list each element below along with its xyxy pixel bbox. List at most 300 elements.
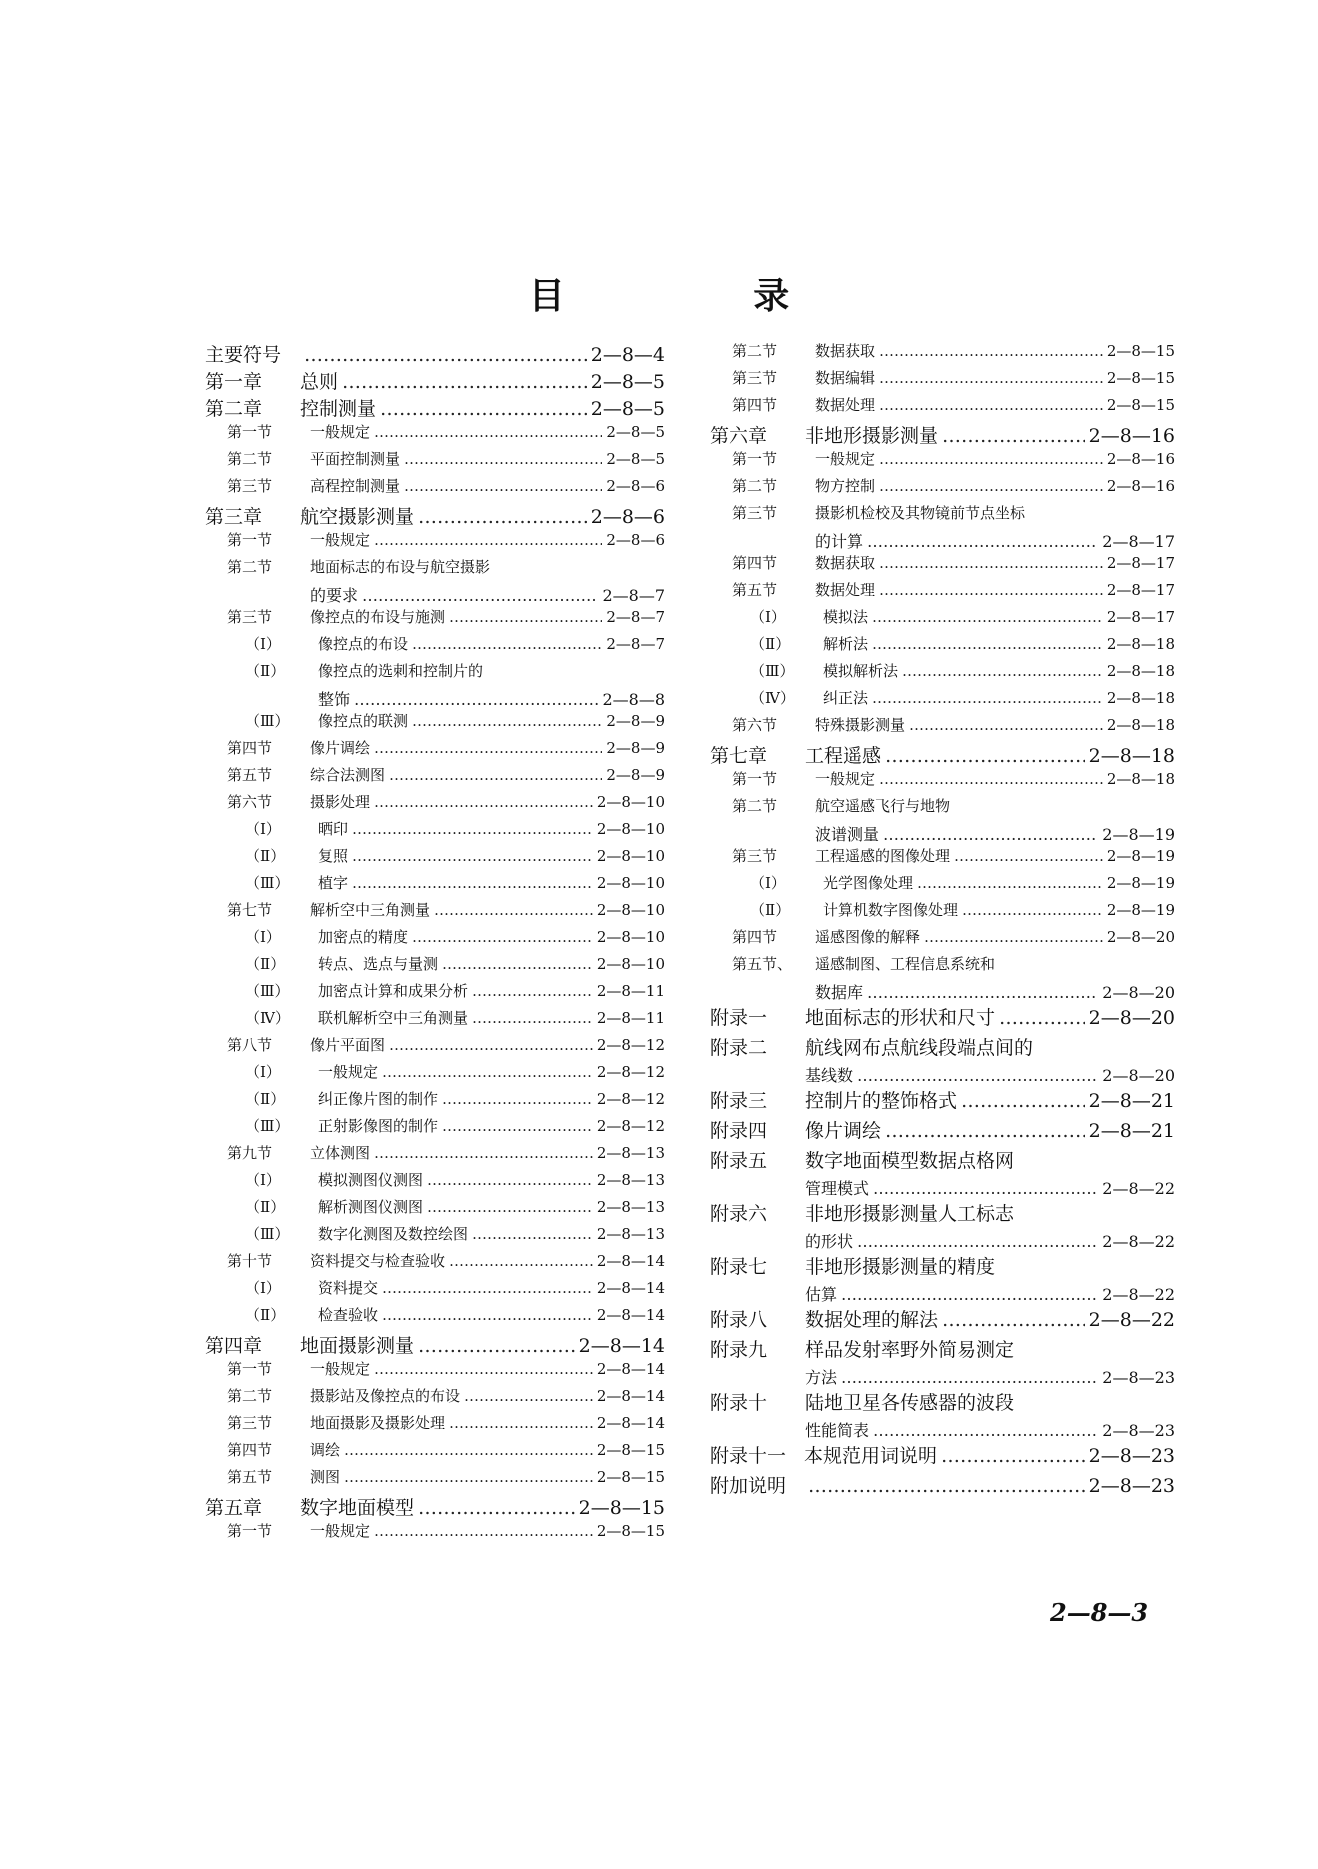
entry-label: 第十节 bbox=[227, 1252, 273, 1270]
entry-title: 航空遥感飞行与地物 bbox=[815, 797, 951, 815]
toc-entry bbox=[205, 1493, 665, 1520]
entry-label: 第六节 bbox=[732, 716, 778, 734]
entry-page: 2—8—18 bbox=[1088, 745, 1175, 767]
entry-label: 第六章 bbox=[710, 425, 768, 447]
dot-leader bbox=[942, 425, 1085, 447]
entry-title: 遥感制图、工程信息系统和 bbox=[815, 955, 996, 973]
entry-page: 2—8—15 bbox=[1106, 369, 1175, 387]
toc-entry bbox=[710, 475, 1175, 502]
toc-entry bbox=[710, 1176, 1175, 1199]
toc-entry bbox=[205, 1115, 665, 1142]
toc-entry bbox=[710, 340, 1175, 367]
entry-page: 2—8—18 bbox=[1106, 770, 1175, 788]
dot-leader bbox=[352, 820, 593, 838]
dot-leader bbox=[354, 690, 598, 709]
entry-page: 2—8—14 bbox=[596, 1414, 665, 1432]
entry-label: 第七节 bbox=[227, 901, 273, 919]
entry-label: 第二节 bbox=[732, 797, 778, 815]
entry-page: 2—8—10 bbox=[596, 928, 665, 946]
dot-leader bbox=[841, 1285, 1098, 1304]
entry-label: （Ⅱ） bbox=[245, 847, 286, 865]
dot-leader bbox=[879, 477, 1103, 495]
entry-label: 附录九 bbox=[710, 1339, 768, 1361]
dot-leader bbox=[941, 1445, 1085, 1467]
dot-leader bbox=[872, 635, 1103, 653]
entry-label: 第二节 bbox=[732, 342, 778, 360]
entry-page: 2—8—21 bbox=[1088, 1120, 1175, 1142]
toc-entry bbox=[205, 633, 665, 660]
toc-entry bbox=[205, 660, 665, 687]
entry-label: （Ⅲ） bbox=[245, 712, 290, 730]
entry-title: 平面控制测量 bbox=[310, 450, 401, 468]
dot-leader bbox=[342, 371, 587, 393]
entry-title: 加密点计算和成果分析 bbox=[318, 982, 469, 1000]
toc-right-column bbox=[710, 340, 1175, 1501]
toc-entry bbox=[710, 1199, 1175, 1229]
toc-entry bbox=[710, 1252, 1175, 1282]
entry-page: 2—8—14 bbox=[596, 1360, 665, 1378]
entry-title: 本规范用词说明 bbox=[804, 1445, 938, 1467]
toc-entry bbox=[205, 1196, 665, 1223]
entry-label: 附加说明 bbox=[710, 1475, 787, 1497]
entry-title: 波谱测量 bbox=[815, 825, 880, 844]
entry-page: 2—8—10 bbox=[596, 874, 665, 892]
entry-page: 2—8—20 bbox=[1102, 1066, 1175, 1085]
toc-entry bbox=[205, 1061, 665, 1088]
toc-entry bbox=[205, 872, 665, 899]
entry-title: 摄影站及像控点的布设 bbox=[310, 1387, 461, 1405]
entry-label: 附录五 bbox=[710, 1150, 768, 1172]
dot-leader bbox=[962, 901, 1103, 919]
entry-label: 第二节 bbox=[227, 558, 273, 576]
entry-label: 附录十 bbox=[710, 1392, 768, 1414]
dot-leader bbox=[412, 635, 602, 653]
entry-page: 2—8—14 bbox=[596, 1387, 665, 1405]
toc-entry bbox=[710, 1282, 1175, 1305]
entry-label: 主要符号 bbox=[205, 344, 282, 366]
entry-title: 工程遥感 bbox=[805, 745, 882, 767]
dot-leader bbox=[418, 506, 587, 528]
entry-page: 2—8—17 bbox=[1102, 532, 1175, 551]
toc-entry bbox=[205, 556, 665, 583]
entry-label: （Ⅳ） bbox=[245, 1009, 290, 1027]
entry-page: 2—8—15 bbox=[596, 1468, 665, 1486]
entry-title: 总则 bbox=[300, 371, 339, 393]
entry-title: 数字地面模型数据点格网 bbox=[805, 1150, 1015, 1172]
dot-leader bbox=[404, 477, 602, 495]
entry-title: 工程遥感的图像处理 bbox=[815, 847, 951, 865]
toc-entry bbox=[205, 1034, 665, 1061]
dot-leader bbox=[382, 1306, 593, 1324]
dot-leader bbox=[902, 662, 1103, 680]
toc-entry bbox=[710, 529, 1175, 552]
entry-title: 一般规定 bbox=[310, 423, 371, 441]
dot-leader bbox=[954, 847, 1103, 865]
toc-entry bbox=[205, 529, 665, 556]
entry-title: 一般规定 bbox=[310, 1522, 371, 1540]
entry-label: 第一节 bbox=[227, 531, 273, 549]
entry-title: 的形状 bbox=[805, 1232, 854, 1251]
entry-title: 性能简表 bbox=[805, 1421, 870, 1440]
entry-title: 地面摄影测量 bbox=[300, 1335, 415, 1357]
entry-page: 2—8—22 bbox=[1102, 1179, 1175, 1198]
dot-leader bbox=[857, 1232, 1098, 1251]
entry-page: 2—8—7 bbox=[606, 635, 665, 653]
dot-leader bbox=[449, 1252, 593, 1270]
entry-title: 数据获取 bbox=[815, 342, 876, 360]
entry-title: 加密点的精度 bbox=[318, 928, 409, 946]
entry-label: （Ⅰ） bbox=[245, 1171, 281, 1189]
entry-label: （Ⅱ） bbox=[245, 955, 286, 973]
dot-leader bbox=[879, 342, 1103, 360]
entry-label: 第三节 bbox=[227, 477, 273, 495]
entry-page: 2—8—16 bbox=[1106, 477, 1175, 495]
entry-title: 非地形摄影测量人工标志 bbox=[805, 1203, 1015, 1225]
entry-page: 2—8—19 bbox=[1106, 874, 1175, 892]
entry-title: 纠正法 bbox=[823, 689, 869, 707]
dot-leader bbox=[879, 581, 1103, 599]
dot-leader bbox=[885, 1120, 1085, 1142]
entry-title: 纠正像片图的制作 bbox=[318, 1090, 439, 1108]
dot-leader bbox=[304, 344, 587, 366]
entry-label: （Ⅰ） bbox=[750, 874, 786, 892]
toc-entry bbox=[710, 768, 1175, 795]
entry-page: 2—8—12 bbox=[596, 1090, 665, 1108]
entry-page: 2—8—22 bbox=[1102, 1232, 1175, 1251]
entry-title: 解析空中三角测量 bbox=[310, 901, 431, 919]
dot-leader bbox=[917, 874, 1103, 892]
toc-entry bbox=[710, 421, 1175, 448]
toc-entry bbox=[710, 1033, 1175, 1063]
entry-title: 晒印 bbox=[318, 820, 349, 838]
dot-leader bbox=[382, 1279, 593, 1297]
toc-entry bbox=[710, 1116, 1175, 1146]
dot-leader bbox=[872, 689, 1103, 707]
dot-leader bbox=[412, 712, 602, 730]
entry-page: 2—8—9 bbox=[606, 739, 665, 757]
entry-label: 第二节 bbox=[227, 1387, 273, 1405]
toc-entry bbox=[710, 1365, 1175, 1388]
toc-entry bbox=[710, 953, 1175, 980]
entry-title: 光学图像处理 bbox=[823, 874, 914, 892]
entry-page: 2—8—7 bbox=[602, 586, 665, 605]
dot-leader bbox=[427, 1171, 593, 1189]
entry-title: 整饰 bbox=[318, 690, 351, 709]
toc-entry bbox=[710, 502, 1175, 529]
toc-entry bbox=[205, 1007, 665, 1034]
entry-page: 2—8—19 bbox=[1102, 825, 1175, 844]
entry-title: 样品发射率野外简易测定 bbox=[805, 1339, 1015, 1361]
entry-label: （Ⅲ） bbox=[245, 1117, 290, 1135]
toc-entry bbox=[205, 367, 665, 394]
dot-leader bbox=[879, 554, 1103, 572]
toc-entry bbox=[710, 872, 1175, 899]
dot-leader bbox=[808, 1475, 1085, 1497]
entry-label: （Ⅰ） bbox=[245, 820, 281, 838]
entry-page: 2—8—15 bbox=[1106, 342, 1175, 360]
entry-title: 航线网布点航线段端点间的 bbox=[805, 1037, 1034, 1059]
entry-label: 第五节 bbox=[227, 766, 273, 784]
entry-title: 模拟法 bbox=[823, 608, 869, 626]
entry-label: 第三节 bbox=[732, 504, 778, 522]
entry-label: 第六节 bbox=[227, 793, 273, 811]
dot-leader bbox=[879, 770, 1103, 788]
page-number: 2—8—3 bbox=[1050, 1598, 1149, 1627]
entry-title: 模拟解析法 bbox=[823, 662, 899, 680]
entry-page: 2—8—11 bbox=[596, 982, 665, 1000]
toc-entry bbox=[710, 1305, 1175, 1335]
toc-entry bbox=[205, 1088, 665, 1115]
entry-title: 像控点的选刺和控制片的 bbox=[318, 662, 484, 680]
dot-leader bbox=[374, 739, 602, 757]
entry-page: 2—8—15 bbox=[596, 1522, 665, 1540]
dot-leader bbox=[380, 398, 587, 420]
entry-page: 2—8—15 bbox=[596, 1441, 665, 1459]
toc-entry bbox=[205, 737, 665, 764]
entry-label: 第三节 bbox=[732, 847, 778, 865]
entry-label: 第五节、 bbox=[732, 955, 793, 973]
entry-title: 控制测量 bbox=[300, 398, 377, 420]
entry-title: 像控点的联测 bbox=[318, 712, 409, 730]
entry-page: 2—8—18 bbox=[1106, 689, 1175, 707]
entry-page: 2—8—6 bbox=[606, 477, 665, 495]
entry-label: （Ⅲ） bbox=[245, 982, 290, 1000]
entry-title: 资料提交 bbox=[318, 1279, 379, 1297]
dot-leader bbox=[374, 793, 593, 811]
entry-label: （Ⅱ） bbox=[245, 1090, 286, 1108]
toc-entry bbox=[205, 764, 665, 791]
dot-leader bbox=[449, 1414, 593, 1432]
entry-page: 2—8—6 bbox=[590, 506, 665, 528]
dot-leader bbox=[442, 955, 593, 973]
toc-entry bbox=[205, 710, 665, 737]
toc-entry bbox=[205, 687, 665, 710]
entry-page: 2—8—23 bbox=[1102, 1368, 1175, 1387]
toc-entry bbox=[205, 394, 665, 421]
toc-entry bbox=[205, 340, 665, 367]
dot-leader bbox=[464, 1387, 593, 1405]
entry-title: 数据处理的解法 bbox=[805, 1309, 939, 1331]
toc-entry bbox=[205, 1304, 665, 1331]
dot-leader bbox=[961, 1090, 1085, 1112]
toc-left-column bbox=[205, 340, 665, 1547]
entry-page: 2—8—14 bbox=[596, 1279, 665, 1297]
entry-label: （Ⅰ） bbox=[245, 928, 281, 946]
dot-leader bbox=[404, 450, 602, 468]
dot-leader bbox=[418, 1497, 575, 1519]
toc-entry bbox=[205, 845, 665, 872]
entry-page: 2—8—5 bbox=[590, 371, 665, 393]
entry-page: 2—8—12 bbox=[596, 1063, 665, 1081]
toc-entry bbox=[710, 1388, 1175, 1418]
entry-title: 解析测图仪测图 bbox=[318, 1198, 424, 1216]
toc-entry bbox=[205, 1142, 665, 1169]
entry-title: 数字化测图及数控绘图 bbox=[318, 1225, 469, 1243]
toc-entry bbox=[710, 1441, 1175, 1471]
toc-entry bbox=[205, 583, 665, 606]
toc-entry bbox=[710, 552, 1175, 579]
toc-entry bbox=[710, 1003, 1175, 1033]
entry-title: 植字 bbox=[318, 874, 349, 892]
dot-leader bbox=[857, 1066, 1098, 1085]
toc-entry bbox=[710, 714, 1175, 741]
toc-entry bbox=[710, 579, 1175, 606]
entry-title: 一般规定 bbox=[310, 531, 371, 549]
entry-title: 一般规定 bbox=[815, 450, 876, 468]
entry-title: 特殊摄影测量 bbox=[815, 716, 906, 734]
dot-leader bbox=[879, 396, 1103, 414]
entry-page: 2—8—17 bbox=[1106, 608, 1175, 626]
entry-label: 附录八 bbox=[710, 1309, 768, 1331]
entry-label: 第一节 bbox=[227, 423, 273, 441]
entry-page: 2—8—17 bbox=[1106, 581, 1175, 599]
dot-leader bbox=[352, 874, 593, 892]
entry-page: 2—8—10 bbox=[596, 901, 665, 919]
entry-title: 的要求 bbox=[310, 586, 359, 605]
entry-page: 2—8—10 bbox=[596, 820, 665, 838]
dot-leader bbox=[942, 1309, 1085, 1331]
entry-title: 非地形摄影测量 bbox=[805, 425, 939, 447]
entry-title: 联机解析空中三角测量 bbox=[318, 1009, 469, 1027]
entry-label: 第四节 bbox=[732, 396, 778, 414]
entry-page: 2—8—23 bbox=[1088, 1475, 1175, 1497]
dot-leader bbox=[442, 1090, 593, 1108]
entry-label: 第五节 bbox=[732, 581, 778, 599]
entry-label: （Ⅱ） bbox=[750, 901, 791, 919]
toc-entry bbox=[710, 1146, 1175, 1176]
entry-page: 2—8—4 bbox=[590, 344, 665, 366]
entry-label: 第二节 bbox=[732, 477, 778, 495]
toc-entry bbox=[710, 795, 1175, 822]
entry-label: 第一节 bbox=[227, 1360, 273, 1378]
entry-label: 第五章 bbox=[205, 1497, 263, 1519]
toc-entry bbox=[710, 980, 1175, 1003]
entry-label: 附录七 bbox=[710, 1256, 768, 1278]
entry-label: 第七章 bbox=[710, 745, 768, 767]
entry-title: 一般规定 bbox=[815, 770, 876, 788]
entry-label: 第三章 bbox=[205, 506, 263, 528]
entry-page: 2—8—23 bbox=[1088, 1445, 1175, 1467]
entry-page: 2—8—23 bbox=[1102, 1421, 1175, 1440]
entry-page: 2—8—9 bbox=[606, 712, 665, 730]
entry-page: 2—8—17 bbox=[1106, 554, 1175, 572]
entry-page: 2—8—9 bbox=[606, 766, 665, 784]
entry-page: 2—8—10 bbox=[596, 793, 665, 811]
entry-page: 2—8—19 bbox=[1106, 901, 1175, 919]
toc-entry bbox=[710, 1471, 1175, 1501]
toc-entry bbox=[205, 448, 665, 475]
entry-label: （Ⅲ） bbox=[245, 1225, 290, 1243]
dot-leader bbox=[867, 983, 1098, 1002]
entry-page: 2—8—22 bbox=[1102, 1285, 1175, 1304]
entry-title: 检查验收 bbox=[318, 1306, 379, 1324]
entry-label: 附录一 bbox=[710, 1007, 768, 1029]
entry-title: 像控点的布设与施测 bbox=[310, 608, 446, 626]
toc-entry bbox=[205, 1520, 665, 1547]
toc-entry bbox=[710, 899, 1175, 926]
entry-page: 2—8—13 bbox=[596, 1198, 665, 1216]
entry-label: （Ⅱ） bbox=[245, 1306, 286, 1324]
entry-title: 像片调绘 bbox=[805, 1120, 882, 1142]
dot-leader bbox=[374, 423, 602, 441]
entry-page: 2—8—18 bbox=[1106, 635, 1175, 653]
entry-title: 综合法测图 bbox=[310, 766, 386, 784]
entry-page: 2—8—5 bbox=[590, 398, 665, 420]
dot-leader bbox=[872, 608, 1103, 626]
entry-label: （Ⅰ） bbox=[245, 1279, 281, 1297]
entry-label: 第三节 bbox=[227, 608, 273, 626]
toc-entry bbox=[205, 791, 665, 818]
entry-page: 2—8—10 bbox=[596, 847, 665, 865]
toc-entry bbox=[710, 1335, 1175, 1365]
dot-leader bbox=[924, 928, 1103, 946]
toc-entry bbox=[710, 687, 1175, 714]
toc-entry bbox=[205, 1385, 665, 1412]
dot-leader bbox=[883, 825, 1098, 844]
dot-leader bbox=[841, 1368, 1098, 1387]
toc-entry bbox=[205, 1277, 665, 1304]
dot-leader bbox=[434, 901, 593, 919]
entry-label: （Ⅲ） bbox=[750, 662, 795, 680]
toc-entry bbox=[205, 1223, 665, 1250]
entry-title: 调绘 bbox=[310, 1441, 341, 1459]
dot-leader bbox=[418, 1335, 575, 1357]
toc-entry bbox=[205, 926, 665, 953]
entry-title: 像片调绘 bbox=[310, 739, 371, 757]
entry-label: （Ⅳ） bbox=[750, 689, 795, 707]
entry-page: 2—8—20 bbox=[1106, 928, 1175, 946]
entry-page: 2—8—13 bbox=[596, 1225, 665, 1243]
entry-page: 2—8—14 bbox=[596, 1306, 665, 1324]
entry-label: 附录三 bbox=[710, 1090, 768, 1112]
entry-label: 第一节 bbox=[732, 450, 778, 468]
entry-label: （Ⅱ） bbox=[750, 635, 791, 653]
dot-leader bbox=[472, 1009, 593, 1027]
toc-entry bbox=[710, 822, 1175, 845]
dot-leader bbox=[909, 716, 1103, 734]
entry-page: 2—8—14 bbox=[596, 1252, 665, 1270]
entry-title: 转点、选点与量测 bbox=[318, 955, 439, 973]
entry-label: 第四章 bbox=[205, 1335, 263, 1357]
entry-page: 2—8—21 bbox=[1088, 1090, 1175, 1112]
toc-entry bbox=[205, 1358, 665, 1385]
entry-page: 2—8—20 bbox=[1088, 1007, 1175, 1029]
entry-label: 第二章 bbox=[205, 398, 263, 420]
toc-entry bbox=[205, 953, 665, 980]
toc-entry bbox=[205, 1331, 665, 1358]
toc-entry bbox=[205, 1466, 665, 1493]
entry-title: 立体测图 bbox=[310, 1144, 371, 1162]
entry-label: 第四节 bbox=[227, 739, 273, 757]
entry-label: 第四节 bbox=[732, 928, 778, 946]
dot-leader bbox=[374, 1144, 593, 1162]
entry-title: 地面摄影及摄影处理 bbox=[310, 1414, 446, 1432]
dot-leader bbox=[374, 1522, 593, 1540]
dot-leader bbox=[873, 1179, 1098, 1198]
entry-title: 方法 bbox=[805, 1368, 838, 1387]
toc-entry bbox=[710, 1229, 1175, 1252]
entry-label: （Ⅱ） bbox=[245, 662, 286, 680]
dot-leader bbox=[879, 450, 1103, 468]
entry-page: 2—8—19 bbox=[1106, 847, 1175, 865]
dot-leader bbox=[449, 608, 602, 626]
toc-entry bbox=[710, 1418, 1175, 1441]
entry-label: （Ⅱ） bbox=[245, 1198, 286, 1216]
entry-page: 2—8—11 bbox=[596, 1009, 665, 1027]
entry-label: 第五节 bbox=[227, 1468, 273, 1486]
dot-leader bbox=[873, 1421, 1098, 1440]
entry-title: 解析法 bbox=[823, 635, 869, 653]
